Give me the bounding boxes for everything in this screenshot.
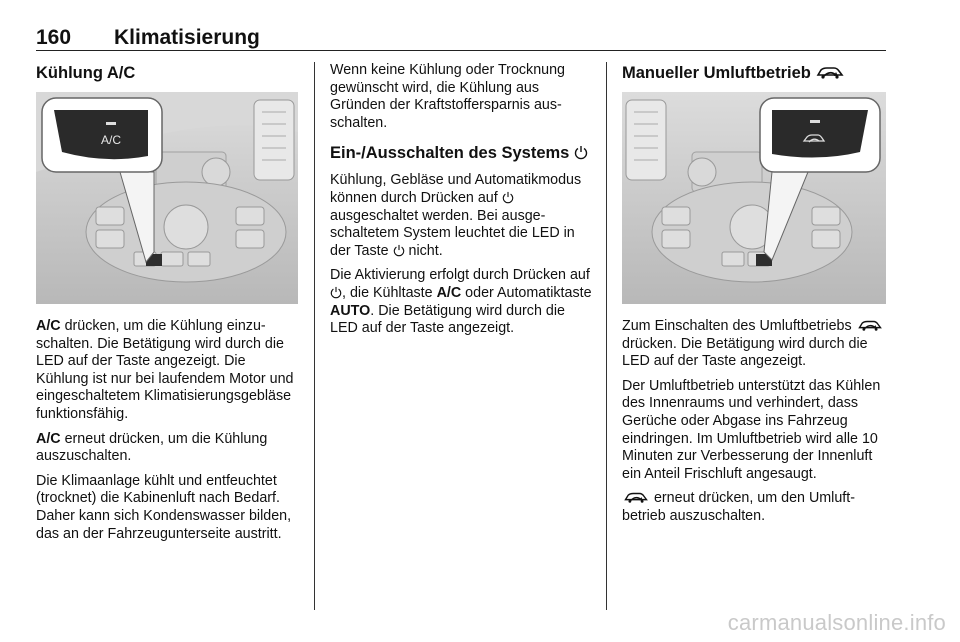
recirculation-icon (856, 318, 884, 332)
key-label: A/C (36, 318, 61, 334)
key-label: A/C (36, 430, 61, 447)
recirculation-icon (622, 490, 650, 504)
section-heading-system: Ein-/Ausschalten des Systems (330, 142, 592, 164)
chapter-title: Klimatisierung (114, 26, 260, 49)
paragraph: A/C erneut drücken, um die Kühlung auszuschalten. (36, 430, 268, 465)
paragraph: Die Klimaanlage kühlt und entfeuchtet (trocknet) die Kabinenluft nach Bedarf. Daher kann sich Kondenswasser bilden, das an der Fahrzeugunterseite austritt. (36, 472, 292, 542)
key-label: AUTO (330, 302, 371, 319)
column-divider (314, 62, 315, 610)
power-icon (393, 244, 405, 257)
recirculation-icon (815, 64, 845, 80)
column-divider (606, 62, 607, 610)
figure-ac-button (36, 92, 298, 304)
power-icon (330, 286, 342, 299)
column-cooling (36, 62, 298, 550)
figure-recirculation-button (622, 92, 886, 304)
paragraph: A/C drücken, um die Kühlung einzuschalten. Die Betätigung wird durch die LED auf der Taste angezeigt. Die Kühlung ist nur bei laufendem Motor und eingeschaltetem Klimatisierungsgebläse funktionsfähig. (36, 318, 294, 422)
page-header (36, 26, 886, 51)
paragraph: Wenn keine Kühlung oder Trocknung gewünscht wird, die Kühlung aus Gründen der Kraftstoffersparnis ausschalten. (330, 62, 565, 131)
paragraph: Kühlung, Gebläse und Automatikmodus können durch Drücken auf ausgeschaltet werden. Bei ausgeschaltetem System leuchtet die LED in der Taste nicht. (330, 172, 582, 259)
key-label: A/C (436, 284, 462, 301)
paragraph: Die Aktivierung erfolgt durch Drücken auf , die Kühltaste A/C oder Automatiktaste AUTO. Die Betätigung wird durch die LED auf der Taste angezeigt. (330, 267, 592, 337)
column-recirculation (622, 62, 886, 533)
power-icon (574, 145, 588, 160)
section-heading-cooling: Kühlung A/C (36, 64, 136, 82)
paragraph: erneut drücken, um den Umluftbetrieb auszuschalten. (622, 490, 856, 524)
watermark: carmanualsonline.info (727, 610, 946, 635)
figure-ac-label: A/C (100, 133, 122, 147)
paragraph: Zum Einschalten des Umluftbetriebs drücken. Die Betätigung wird durch die LED auf der Taste angezeigt. (622, 318, 886, 371)
paragraph: Der Umluftbetrieb unterstützt das Kühlen des Innenraums und verhindert, dass Gerüche oder Abgase ins Fahrzeug eindringen. Im Umluftbetrieb wird alle 10 Minuten zur Verbesserung der Innenluft ein Anteil Frischluft angesaugt. (622, 377, 881, 482)
page-number: 160 (36, 26, 72, 49)
column-system-onoff (330, 62, 592, 345)
section-heading-recirculation: Manueller Umluftbetrieb (622, 62, 886, 84)
power-icon (502, 191, 514, 204)
